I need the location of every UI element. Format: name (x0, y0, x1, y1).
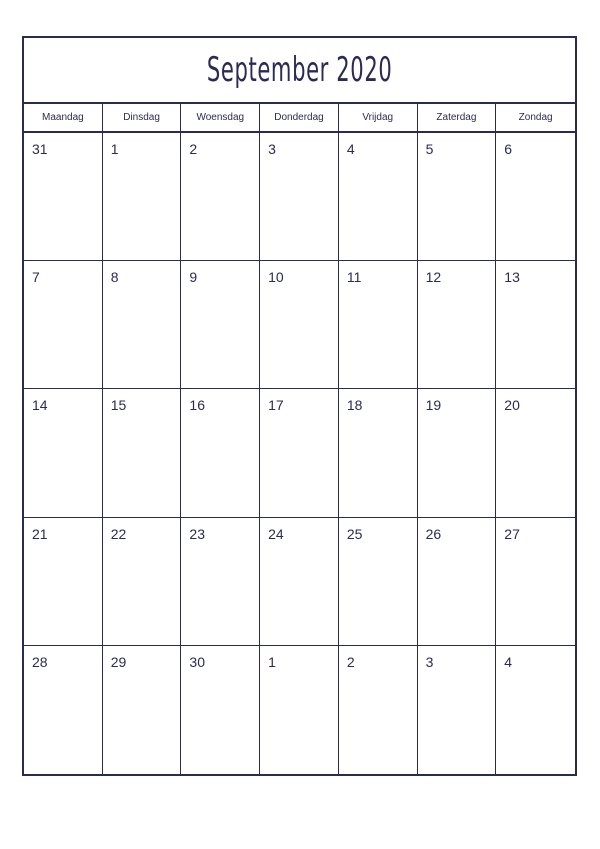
day-cell: 27 (496, 518, 575, 646)
day-cell: 19 (418, 389, 497, 517)
calendar-title: September 2020 (206, 50, 393, 90)
day-cell: 23 (181, 518, 260, 646)
day-cell: 6 (496, 133, 575, 261)
day-cell: 30 (181, 646, 260, 774)
day-cell: 4 (504, 653, 513, 670)
day-cell: 18 (339, 389, 418, 517)
day-cell: 3 (418, 646, 497, 774)
weekday-tuesday: Dinsdag (103, 104, 182, 131)
weekday-header-row (24, 104, 575, 133)
weekday-wednesday: Woensdag (181, 104, 260, 131)
day-cell: 12 (418, 261, 497, 389)
weekday-sunday: Zondag (518, 112, 553, 123)
day-cell: 1 (260, 646, 339, 774)
day-cell: 13 (496, 261, 575, 389)
day-cell: 20 (496, 389, 575, 517)
day-cell: 4 (339, 133, 418, 261)
day-cell: 17 (260, 389, 339, 517)
day-cell: 3 (260, 133, 339, 261)
day-cell: 2 (181, 133, 260, 261)
day-cell: 16 (181, 389, 260, 517)
day-cell: 11 (339, 261, 418, 389)
day-cell: 22 (103, 518, 182, 646)
day-cell: 5 (418, 133, 497, 261)
day-cell: 25 (339, 518, 418, 646)
calendar (22, 36, 577, 776)
day-cell: 7 (24, 261, 103, 389)
day-cell: 2 (339, 646, 418, 774)
title-bar (24, 38, 575, 104)
day-cell: 26 (418, 518, 497, 646)
day-cell: 9 (181, 261, 260, 389)
day-cell: 29 (103, 646, 182, 774)
day-cell: 21 (24, 518, 103, 646)
day-grid (24, 133, 575, 774)
day-cell: 24 (260, 518, 339, 646)
weekday-friday: Vrijdag (339, 104, 418, 131)
weekday-monday: Maandag (24, 104, 103, 131)
day-cell: 8 (103, 261, 182, 389)
day-cell: 15 (103, 389, 182, 517)
day-cell: 14 (24, 389, 103, 517)
day-cell: 1 (103, 133, 182, 261)
weekday-saturday: Zaterdag (418, 104, 497, 131)
day-cell: 28 (24, 646, 103, 774)
weekday-thursday: Donderdag (260, 104, 339, 131)
day-cell: 10 (260, 261, 339, 389)
day-cell: 31 (24, 133, 103, 261)
